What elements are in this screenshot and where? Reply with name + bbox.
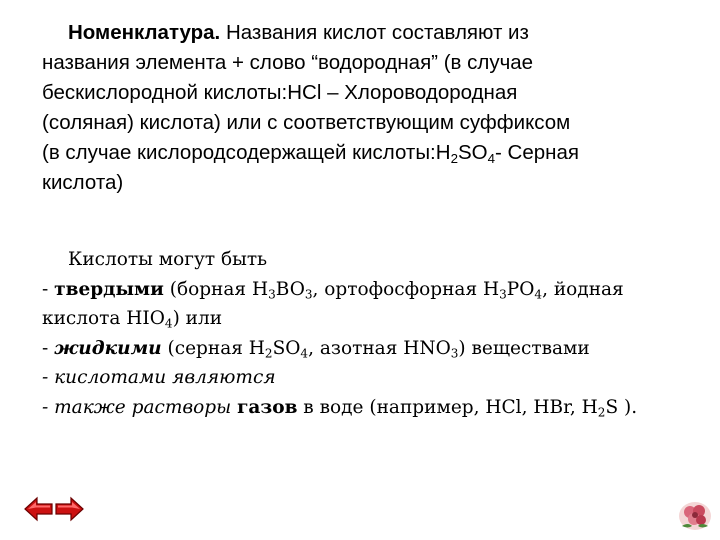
text-line: (в случае кислородсодержащей $кислоты:H_2SO_4-$ Серная (42, 141, 579, 166)
right-arrow-icon (54, 496, 84, 522)
text-line: бескислородной кислоты:HCl – Хлороводородная (42, 81, 518, 104)
text-line: кислота) (42, 171, 124, 194)
list-item: - также растворы газов в воде (например, HCl, HBr, $H_2S$ ). (42, 396, 638, 420)
text-line: (соляная) кислота) или с соответствующим суффиксом (42, 111, 571, 134)
acid-states-paragraph (42, 245, 707, 422)
forward-button[interactable] (54, 496, 84, 527)
left-arrow-icon (24, 496, 54, 522)
back-button[interactable] (24, 496, 54, 527)
nomenclature-paragraph (42, 18, 707, 198)
text-line: Номенклатура. Названия кислот составляют из (68, 21, 529, 44)
text-line: Кислоты могут быть (68, 249, 268, 270)
liquid-keyword: жидкими (54, 337, 162, 359)
nomenclature-heading: Номенклатура. (68, 21, 221, 44)
flower-icon (678, 500, 712, 537)
solid-keyword: твердыми (54, 278, 164, 300)
gases-keyword: газов (237, 396, 298, 418)
list-item: - жидкими (серная $H_2SO_4$, азотная $HNO_3$) веществами (42, 337, 590, 361)
list-item: - кислотами являются (42, 367, 276, 388)
list-item: - твердыми (борная $H_3BO_3$, ортофосфорная $H_3PO_4$, йодная (42, 278, 624, 302)
text-line: названия элемента + слово “водородная” (в случае (42, 51, 534, 74)
text-line: кислота $HIO_4$) или (42, 308, 223, 331)
